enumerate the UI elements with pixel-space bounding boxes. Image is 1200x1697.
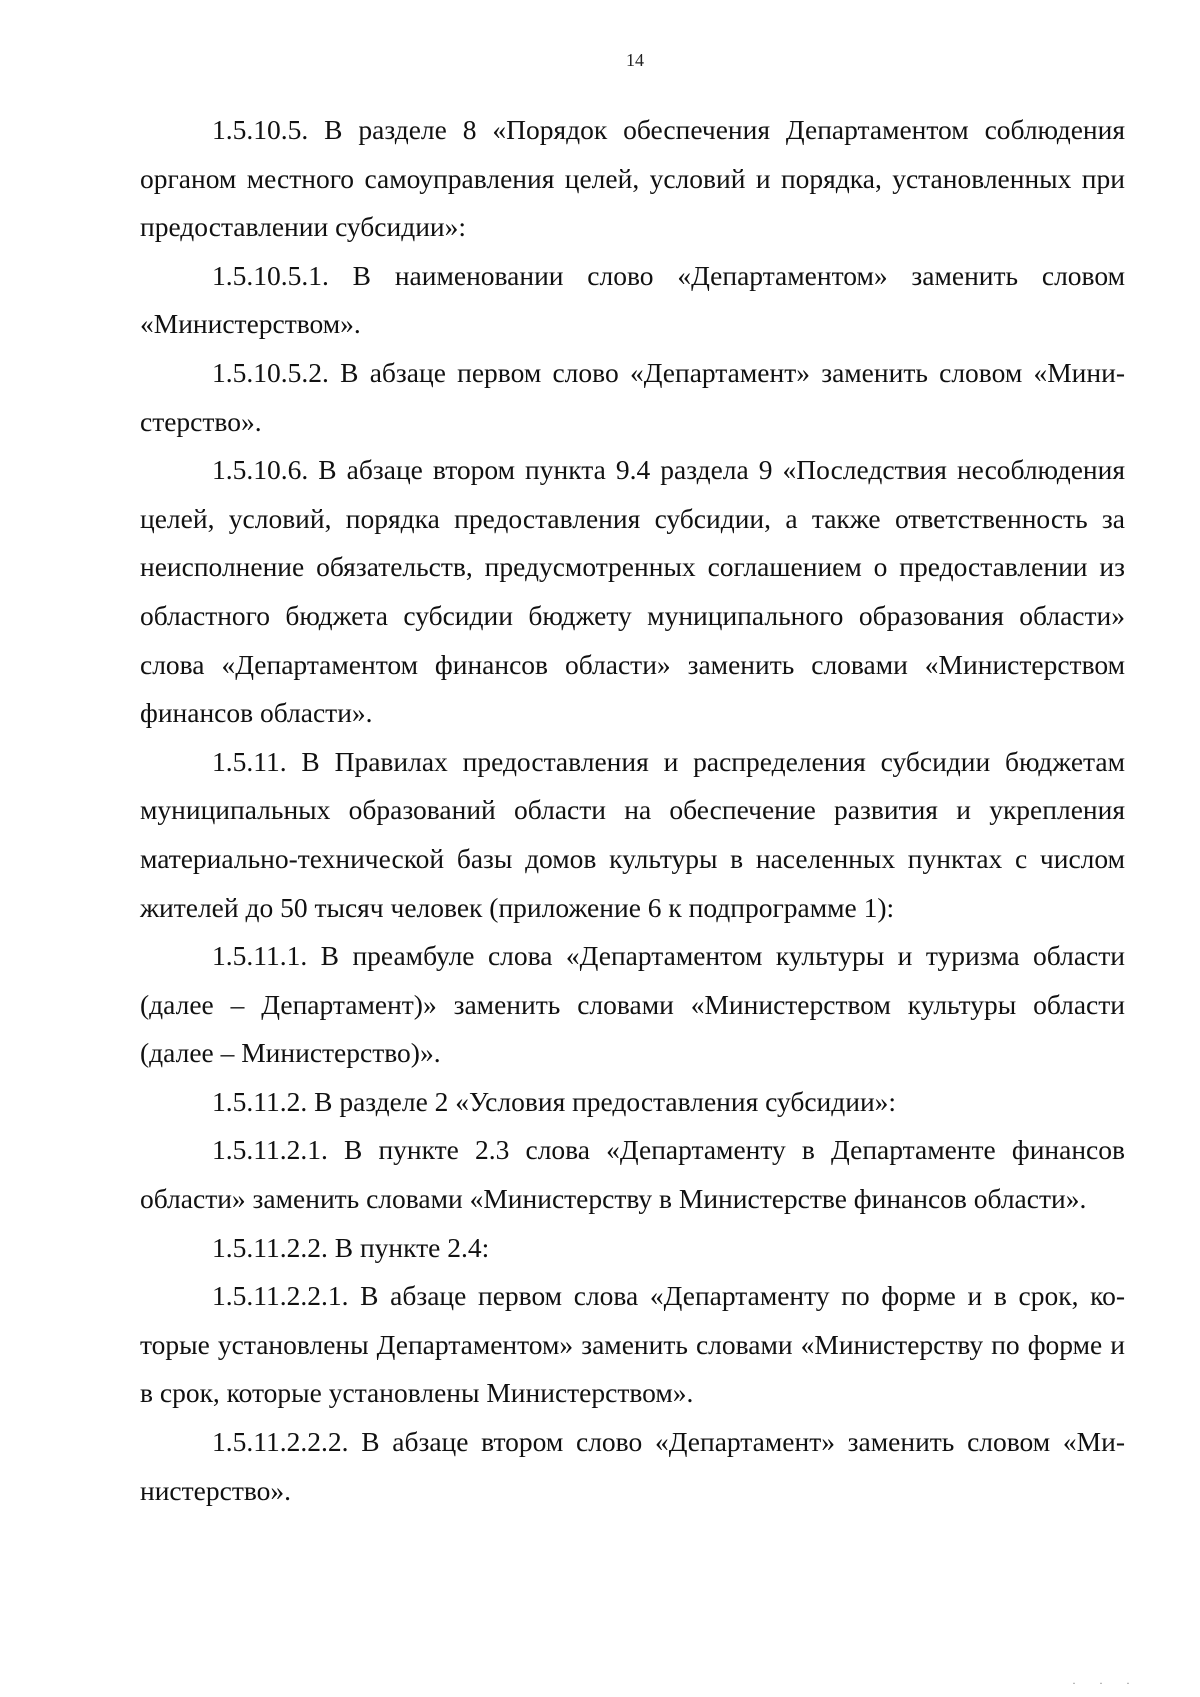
- paragraph-1-5-11: 1.5.11. В Правилах предоставления и распределения субсидии бюджетам муниципальных образований области на обеспечение развития и укрепления материально-технической базы домов культуры в населенных пунктах с числом жителей до 50 тысяч человек (приложение 6 к подпрограмме 1):: [140, 745, 1125, 923]
- paragraph-1-5-10-5: 1.5.10.5. В разделе 8 «Порядок обеспечения Департаментом соблюдения органом местного самоуправления целей, условий и порядка, установленных при предоставлении субсидии»:: [140, 114, 1125, 243]
- paragraph-1-5-11-2-1: 1.5.11.2.1. В пункте 2.3 слова «Департаменту в Департаменте финансов области» заменить словами «Министерству в Министерстве финансов области».: [140, 1134, 1125, 1215]
- document-body: [140, 106, 1125, 1515]
- page-number: 14: [626, 50, 644, 70]
- paragraph-1-5-10-6: 1.5.10.6. В абзаце втором пункта 9.4 раздела 9 «Последствия несоблюдения целей, условий, порядка предоставления субсидии, а также ответственность за неисполнение обязательств, предусмотренных соглашением о предоставлении из областного бюджета субсидии бюджету муниципального образования области» слова «Департаментом финансов области» заменить словами «Министерством финансов области».: [140, 454, 1125, 729]
- paragraph-1-5-10-5-2: 1.5.10.5.2. В абзаце первом слово «Департамент» заменить словом «Министерство».: [140, 356, 1125, 437]
- paragraph-1-5-11-2-2-2: 1.5.11.2.2.2. В абзаце втором слово «Департамент» заменить словом «Министерство».: [140, 1426, 1125, 1506]
- paragraph-1-5-10-5-1: 1.5.10.5.1. В наименовании слово «Департаментом» заменить словом «Министерством».: [140, 259, 1125, 340]
- paragraph-1-5-11-1: 1.5.11.1. В преамбуле слова «Департаментом культуры и туризма области (далее – Департамент)» заменить словами «Министерством культуры области (далее – Министерство)».: [140, 940, 1125, 1069]
- paragraph-1-5-11-2: 1.5.11.2. В разделе 2 «Условия предоставления субсидии»:: [212, 1085, 897, 1117]
- scan-artifact: · · ·: [1072, 1676, 1140, 1690]
- paragraph-1-5-11-2-2-1: 1.5.11.2.2.1. В абзаце первом слова «Департаменту по форме и в срок, которые установлены Департаментом» заменить словами «Министерству по форме и в срок, которые установлены Министерством».: [140, 1280, 1125, 1409]
- paragraph-1-5-11-2-2: 1.5.11.2.2. В пункте 2.4:: [212, 1231, 490, 1263]
